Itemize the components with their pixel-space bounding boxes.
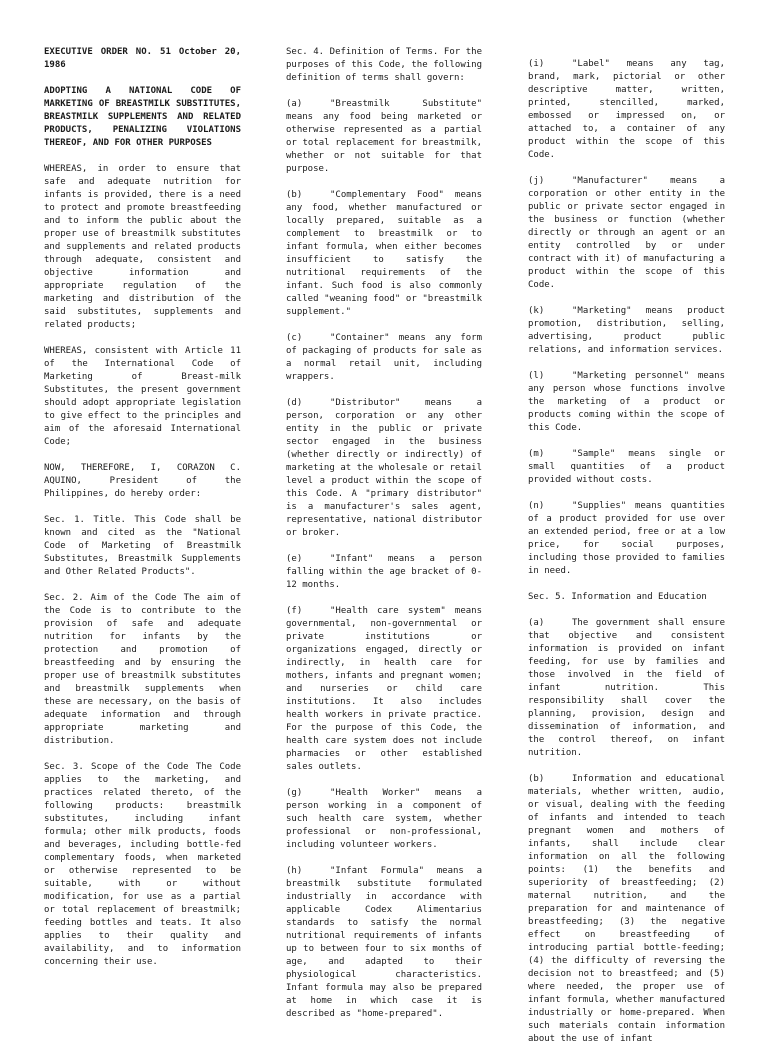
definition-paragraph: [286, 553, 482, 592]
item-label: (a): [528, 618, 545, 628]
body-paragraph: WHEREAS, in order to ensure that safe and adequate nutrition for infants is provided, there is a need to protect and promote breastfeeding and to inform the public about the proper use of breastmilk substitutes and supplements and related products through adequate, consistent and objective information and appropriate regulation of the marketing and distribution of the said substitutes, supplements and related products;: [44, 164, 241, 330]
item-label: (i): [528, 59, 545, 69]
definition-paragraph: [286, 787, 482, 852]
definition-paragraph: [528, 58, 725, 162]
body-paragraph: Sec. 2. Aim of the Code The aim of the Code is to contribute to the provision of safe and adequate nutrition for infants by the protection and promotion of breastfeeding and by ensuring the proper use of breastmilk substitutes and breastmilk supplements when these are necessary, on the basis of adequate information and through appropriate marketing and distribution.: [44, 593, 241, 746]
body-paragraph: WHEREAS, consistent with Article 11 of the International Code of Marketing of Breast-milk Substitutes, the present government should adopt appropriate legislation to give effect to the principles and aim of the aforesaid International Code;: [44, 346, 241, 447]
item-label: (k): [528, 306, 545, 316]
definition-paragraph: [528, 773, 725, 1046]
definition-paragraph: [286, 332, 482, 384]
item-label: (d): [286, 398, 303, 408]
item-text: "Container" means any form of packaging of products for sale as a normal retail unit, including wrappers.: [286, 333, 482, 382]
text-column-left: [44, 46, 241, 982]
definition-paragraph: [286, 865, 482, 1021]
item-text: "Health care system" means governmental, non-governmental or private institutions or organizations engaged, directly or indirectly, in health care for mothers, infants and pregnant women; and nurseries or child care institutions. It also includes health workers in private practice. For the purpose of this Code, the health care system does not include pharmacies or other established sales outlets.: [286, 606, 482, 772]
item-label: (j): [528, 176, 545, 186]
definition-paragraph: [528, 617, 725, 760]
item-label: (l): [528, 371, 545, 381]
item-text: "Complementary Food" means any food, whether manufactured or locally prepared, suitable as a complement to breastmilk or to infant formula, when either becomes insufficient to satisfy the nutritional requirements of the infant. Such food is also commonly called "weaning food" or "breastmilk supplement.": [286, 190, 482, 317]
item-text: "Infant" means a person falling within the age bracket of 0-12 months.: [286, 554, 482, 590]
item-label: (b): [286, 190, 303, 200]
definition-paragraph: [528, 448, 725, 487]
item-text: "Breastmilk Substitute" means any food being marketed or otherwise represented as a partial or total replacement for breastmilk, whether or not suitable for that purpose.: [286, 99, 482, 174]
definition-paragraph: [286, 98, 482, 176]
item-label: (h): [286, 866, 303, 876]
definition-paragraph: [286, 605, 482, 774]
definition-paragraph: [286, 397, 482, 540]
definition-paragraph: [528, 175, 725, 292]
item-label: (a): [286, 99, 303, 109]
item-label: (b): [528, 774, 545, 784]
body-paragraph: Sec. 1. Title. This Code shall be known and cited as the "National Code of Marketing of Breastmilk Substitutes, Breastmilk Supplements and Other Related Products".: [44, 515, 241, 577]
item-text: "Distributor" means a person, corporation or any other entity in the public or private sector engaged in the business (whether directly or indirectly) of marketing at the wholesale or retail level a product within the scope of this Code. A "primary distributor" is a manufacturer's sales agent, representative, national distributor or broker.: [286, 398, 482, 538]
item-label: (e): [286, 554, 303, 564]
body-paragraph: Sec. 3. Scope of the Code The Code applies to the marketing, and practices related thereto, of the following products: breastmilk substitutes, including infant formula; other milk products, foods and beverages, including bottle-fed complementary foods, when marketed or otherwise represented to be suitable, with or without modification, for use as a partial or total replacement of breastmilk; feeding bottles and teats. It also applies to their quality and availability, and to information concerning their use.: [44, 762, 241, 967]
item-text: "Marketing" means product promotion, distribution, selling, advertising, product public relations, and information services.: [528, 306, 725, 355]
item-label: (n): [528, 501, 545, 511]
definition-paragraph: [528, 305, 725, 357]
item-label: (m): [528, 449, 545, 459]
item-label: (c): [286, 333, 303, 343]
body-paragraph: NOW, THEREFORE, I, CORAZON C. AQUINO, President of the Philippines, do hereby order:: [44, 463, 241, 499]
item-text: "Label" means any tag, brand, mark, pictorial or other descriptive matter, written, printed, stencilled, marked, embossed or impressed on, or attached to, a container of any product within the scope of this Code.: [528, 59, 725, 160]
definition-paragraph: [528, 500, 725, 578]
document-heading: EXECUTIVE ORDER NO. 51 October 20, 1986: [44, 47, 241, 70]
text-column-right: [528, 58, 725, 1059]
item-text: "Sample" means single or small quantities of a product provided without costs.: [528, 449, 725, 485]
item-label: (g): [286, 788, 303, 798]
item-text: "Marketing personnel" means any person whose functions involve the marketing of a product or products coming within the scope of this Code.: [528, 371, 725, 433]
item-text: "Manufacturer" means a corporation or other entity in the public or private sector engaged in the business or function (whether directly or through an agent or an entity controlled by or under contract with it) of manufacturing a product within the scope of this Code.: [528, 176, 725, 290]
item-text: "Supplies" means quantities of a product provided for use over an extended period, free or at a low price, for social purposes, including those provided to families in need.: [528, 501, 725, 576]
document-heading: ADOPTING A NATIONAL CODE OF MARKETING OF BREASTMILK SUBSTITUTES, BREASTMILK SUPPLEMENTS AND RELATED PRODUCTS, PENALIZING VIOLATIONS THEREOF, AND FOR OTHER PURPOSES: [44, 86, 241, 148]
body-paragraph: Sec. 4. Definition of Terms. For the purposes of this Code, the following definition of terms shall govern:: [286, 47, 482, 83]
item-text: "Health Worker" means a person working in a component of such health care system, whether professional or non-professional, including volunteer workers.: [286, 788, 482, 850]
item-text: The government shall ensure that objective and consistent information is provided on infant feeding, for use by families and those involved in the field of infant nutrition. This responsibility shall cover the planning, provision, design and dissemination of information, and the control thereof, on infant nutrition.: [528, 618, 725, 758]
definition-paragraph: [528, 370, 725, 435]
body-paragraph: Sec. 5. Information and Education: [528, 592, 707, 602]
item-text: "Infant Formula" means a breastmilk substitute formulated industrially in accordance with applicable Codex Alimentarius standards to satisfy the normal nutritional requirements of infants up to between four to six months of age, and adapted to their physiological characteristics. Infant formula may also be prepared at home in which case it is described as "home-prepared".: [286, 866, 482, 1019]
text-column-middle: [286, 46, 482, 1034]
item-text: Information and educational materials, whether written, audio, or visual, dealing with the feeding of infants and intended to teach pregnant women and mothers of infants, shall include clear information on all the following points: (1) the benefits and superiority of breastfeeding; (2) maternal nutrition, and the preparation for and maintenance of breastfeeding; (3) the negative effect on breastfeeding of introducing partial bottle-feeding; (4) the difficulty of reversing the decision not to breastfeed; and (5) where needed, the proper use of infant formula, whether manufactured industrially or home-prepared. When such materials contain information about the use of infant: [528, 774, 725, 1044]
item-label: (f): [286, 606, 303, 616]
definition-paragraph: [286, 189, 482, 319]
